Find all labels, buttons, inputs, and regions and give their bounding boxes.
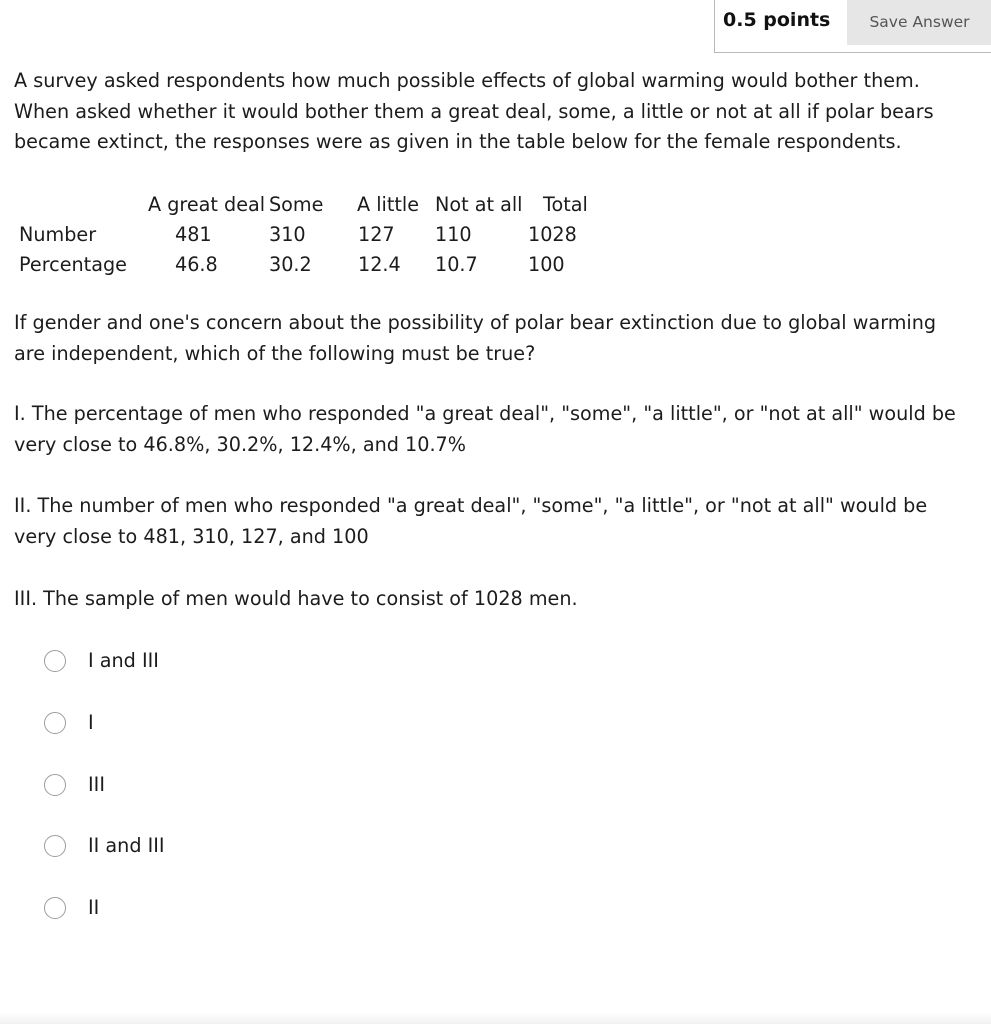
- radio-button[interactable]: [44, 650, 66, 672]
- option-label: I and III: [88, 649, 159, 672]
- question-prompt: If gender and one's concern about the possibility of polar bear extinction due to global warming are independent, which of the following must be true?: [14, 311, 937, 365]
- table-header-total: Total: [543, 193, 588, 216]
- question-intro: A survey asked respondents how much possible effects of global warming would bother them. When asked whether it would bother them a great deal, some, a little or not at all if polar bears became extinct, the responses were as given in the table below for the female respondents.: [14, 69, 934, 153]
- table-cell: 12.4: [358, 253, 401, 276]
- table-header-little: A little: [357, 193, 420, 216]
- statement-3: III. The sample of men would have to consist of 1028 men.: [14, 587, 578, 610]
- option-label: III: [88, 773, 105, 796]
- table-header-great-deal: A great deal: [148, 193, 266, 216]
- option-label: II: [88, 896, 100, 919]
- table-row-label: Number: [19, 223, 97, 246]
- table-cell: 30.2: [269, 253, 312, 276]
- save-answer-button[interactable]: Save Answer: [847, 0, 991, 45]
- radio-button[interactable]: [44, 774, 66, 796]
- table-cell: 10.7: [435, 253, 478, 276]
- table-row-label: Percentage: [19, 253, 127, 276]
- table-cell: 310: [269, 223, 306, 246]
- points-label: 0.5 points: [723, 9, 831, 31]
- table-header-some: Some: [269, 193, 324, 216]
- table-cell: 46.8: [175, 253, 218, 276]
- statement-2: II. The number of men who responded "a great deal", "some", "a little", or "not at all" would be very close to 481, 310, 127, and 100: [14, 494, 928, 548]
- option-label: I: [88, 711, 94, 734]
- table-cell: 481: [175, 223, 212, 246]
- radio-button[interactable]: [44, 897, 66, 919]
- statement-1: I. The percentage of men who responded "a great deal", "some", "a little", or "not at all" would be very close to 46.8%, 30.2%, 12.4%, and 10.7%: [14, 402, 956, 456]
- radio-button[interactable]: [44, 712, 66, 734]
- option-label: II and III: [88, 834, 165, 857]
- table-cell: 127: [358, 223, 395, 246]
- table-header-not-at-all: Not at all: [435, 193, 523, 216]
- radio-button[interactable]: [44, 835, 66, 857]
- table-cell: 100: [528, 253, 565, 276]
- page-bottom-divider: [0, 1012, 991, 1024]
- table-cell: 1028: [528, 223, 577, 246]
- question-header: [714, 0, 991, 53]
- table-cell: 110: [435, 223, 472, 246]
